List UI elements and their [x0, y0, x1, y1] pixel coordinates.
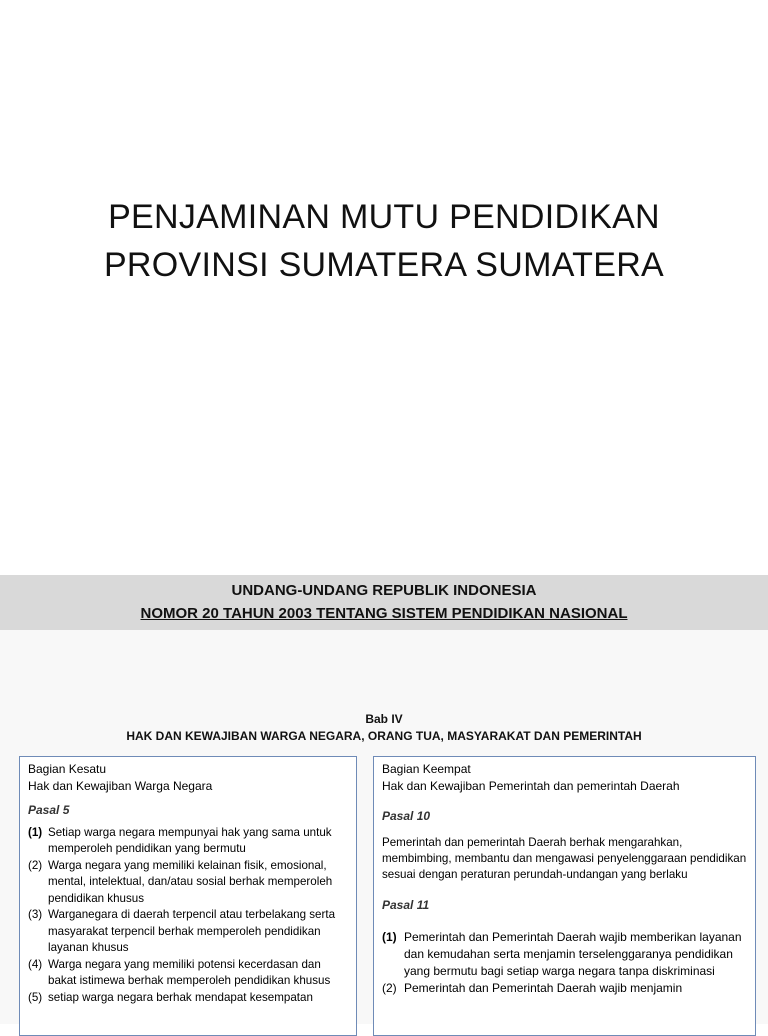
item-number: (2)	[382, 981, 397, 995]
right-pasal-10-label: Pasal 10	[382, 809, 431, 823]
list-item	[28, 825, 348, 858]
law-title-line-2: NOMOR 20 TAHUN 2003 TENTANG SISTEM PENDIDIKAN NASIONAL	[140, 605, 628, 622]
left-section-box	[19, 756, 357, 1036]
item-text: setiap warga negara berhak mendapat kesempatan	[48, 990, 313, 1004]
item-number: (3)	[28, 908, 43, 921]
list-item	[28, 957, 348, 990]
right-pasal-11-label: Pasal 11	[382, 897, 430, 912]
left-section-title: Hak dan Kewajiban Warga Negara	[28, 778, 213, 793]
item-text: Pemerintah dan Pemerintah Daerah wajib memberikan layanan dan kemudahan serta menjamin terselenggaranya pendidikan yang bermutu bagi setiap warga negara tanpa diskriminasi	[404, 930, 742, 978]
item-text: Setiap warga negara mempunyai hak yang sama untuk memperoleh pendidikan yang bermutu	[48, 825, 332, 855]
left-section-label: Bagian Kesatu	[28, 762, 107, 776]
list-item	[28, 907, 348, 957]
list-item	[28, 990, 348, 1007]
list-item	[382, 929, 747, 980]
right-item-list	[382, 929, 747, 997]
left-pasal-label: Pasal 5	[28, 803, 70, 817]
item-number: (1)	[382, 930, 397, 944]
item-number: (1)	[28, 825, 43, 839]
law-title-line-1: UNDANG-UNDANG REPUBLIK INDONESIA	[231, 582, 537, 599]
right-section-title: Hak dan Kewajiban Pemerintah dan pemerintah Daerah	[382, 778, 680, 793]
item-number: (2)	[28, 858, 43, 872]
item-number: (4)	[28, 957, 43, 971]
presentation-title	[40, 193, 728, 289]
law-slide	[0, 575, 768, 1024]
item-text: Warganegara di daerah terpencil atau terbelakang serta masyarakat terpencil berhak memperoleh pendidikan layanan khusus	[48, 908, 336, 954]
item-text: Warga negara yang memiliki potensi kecerdasan dan bakat istimewa berhak memperoleh pendidikan khusus	[48, 957, 331, 987]
item-number: (5)	[28, 990, 43, 1004]
right-section-box	[373, 756, 756, 1036]
title-line-1: PENJAMINAN MUTU PENDIDIKAN	[108, 198, 660, 236]
right-section-label: Bagian Keempat	[382, 762, 471, 776]
law-header-band	[0, 575, 768, 630]
item-text: Warga negara yang memiliki kelainan fisik, emosional, mental, intelektual, dan/atau sosial berhak memperoleh pendidikan khusus	[48, 858, 333, 905]
chapter-name: HAK DAN KEWAJIBAN WARGA NEGARA, ORANG TUA, MASYARAKAT DAN PEMERINTAH	[126, 729, 642, 743]
list-item	[382, 980, 747, 997]
title-line-2: PROVINSI SUMATERA SUMATERA	[103, 246, 665, 284]
left-item-list	[28, 825, 348, 1007]
item-text: Pemerintah dan Pemerintah Daerah wajib menjamin	[404, 981, 683, 995]
list-item	[28, 858, 348, 908]
right-paragraph: Pemerintah dan pemerintah Daerah berhak mengarahkan, membimbing, membantu dan mengawasi penyelenggaraan pendidikan sesuai dengan peraturan perundah-undangan yang berlaku	[382, 835, 747, 881]
chapter-number: Bab IV	[365, 712, 403, 726]
